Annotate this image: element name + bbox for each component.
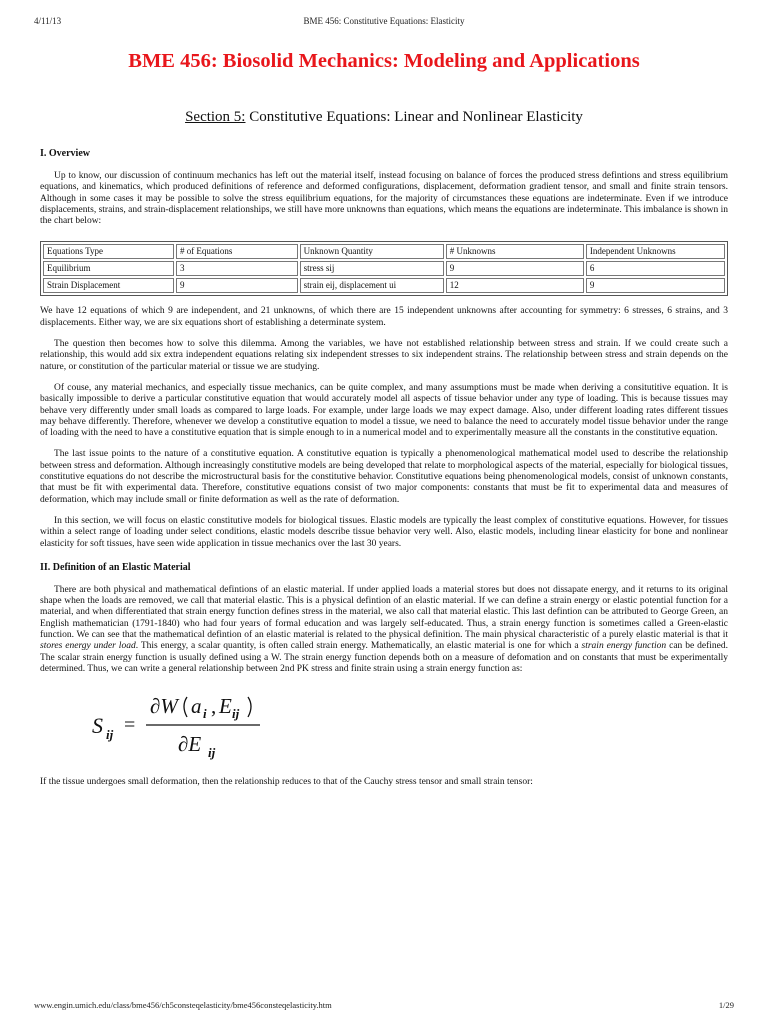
definition-emphasis-1: stores energy under load xyxy=(40,641,136,652)
table-cell: strain eij, displacement ui xyxy=(300,278,444,293)
definition-paragraph-2: If the tissue undergoes small deformation, then the relationship reduces to that of the Cauchy stress tensor and small strain tensor: xyxy=(40,777,533,788)
course-title: BME 456: Biosolid Mechanics: Modeling and Applications xyxy=(128,50,640,72)
definition-text-a: There are both physical and mathematical defintions of an elastic material. If under applied loads a material stores but does not dissapate energy, and it returns to its original shape when the loads are removed, we call that material elastic. This is a physical defintion of an elastic material. If we can define a strain energy or elastic potential function for a material, and when differentiated that strain energy function defines stress in the material, we also call that material elastic. This last defintion can be attributed to George Green, an English mathematician (1791-1840) who had four years of formal education and was largely self-educated. Thus, a strain energy function is sometimes called a Green-elastic function. We can see that the mathematical defintion of an elastic material is related to the physical definition. The main physical characteristic of a purely elastic material is that it xyxy=(40,584,728,641)
strain-energy-formula xyxy=(90,687,728,763)
table-row xyxy=(43,261,725,276)
table-cell: 12 xyxy=(446,278,584,293)
table-header-cell: Unknown Quantity xyxy=(300,244,444,259)
overview-heading: I. Overview xyxy=(40,148,90,159)
overview-paragraph-1: Up to know, our discussion of continuum mechanics has left out the material itself, instead focusing on balance of forces the produced stress defintions and stress equilibrium equations, and kinematics, which produced definitions of reference and deformed configurations, displacement, deformation gradient tensor, and small and finite strain tensors. Although in some cases it may be possible to solve the stress equilibrium equations, for the majority of circumstances these equations are indeterminate. Even if we introduce displacements, strains, and strain-displacement relationships, we still have more unknowns than equations, which means the equations are indeterminate. This imbalance is shown in the chart below: xyxy=(40,171,728,227)
equations-table xyxy=(40,241,728,296)
print-header xyxy=(34,16,734,30)
table-header-cell: # Unknowns xyxy=(446,244,584,259)
table-row xyxy=(43,278,725,293)
section-label: Section 5: xyxy=(185,109,246,125)
table-header-row xyxy=(43,244,725,259)
table-cell: 6 xyxy=(586,261,725,276)
formula-lhs: S xyxy=(92,713,103,739)
definition-heading: II. Definition of an Elastic Material xyxy=(40,561,191,573)
table-cell: 9 xyxy=(446,261,584,276)
formula-lhs-sub: ij xyxy=(106,727,114,743)
table-cell: Strain Displacement xyxy=(43,278,174,293)
page-url: www.engin.umich.edu/class/bme456/ch5consteqelasticity/bme456consteqelasticity.htm xyxy=(34,1000,332,1010)
table-header-cell: Equations Type xyxy=(43,244,174,259)
formula-graphic xyxy=(90,687,330,763)
overview-paragraph-5: The last issue points to the nature of a constitutive equation. A constitutive equation is typically a phenomenological mathematical model used to describe the relationship between stress and deformation. Although increasingly constitutive models are being developed that relate to morphological aspects of the material, especially for biological tissues, constitutive equations do not describe the microstructural basis for the constitutive behavior. Constitutive equations being phenomenological models, consist of unknown constants, that must be fit with experimental data. Therefore, constitutive equations consist of two major components: constants that must be fit to experimental data and measures of deformation, which may include small or finite deformation as well as the rate of deformation. xyxy=(40,449,728,505)
formula-den-sub: ij xyxy=(208,745,216,761)
table-cell: 3 xyxy=(176,261,298,276)
formula-num-e-sub: ij xyxy=(232,706,240,722)
formula-num-a-sub: i xyxy=(203,706,207,722)
section-name: Constitutive Equations: Linear and Nonlinear Elasticity xyxy=(245,109,583,125)
definition-paragraph-1 xyxy=(40,585,728,675)
table-header-cell: Independent Unknowns xyxy=(586,244,725,259)
table-cell: 9 xyxy=(586,278,725,293)
print-date: 4/11/13 xyxy=(34,16,62,26)
table-cell: stress sij xyxy=(300,261,444,276)
formula-paren-right xyxy=(248,697,251,717)
formula-equals: = xyxy=(124,714,136,737)
formula-num-a: a xyxy=(191,694,202,719)
section-title xyxy=(40,109,728,126)
definition-text-b: . This energy, a scalar quantity, is often called strain energy. Mathematically, an elastic material is one for which a xyxy=(135,641,582,652)
formula-num-dw: ∂W xyxy=(150,694,178,719)
table-header-cell: # of Equations xyxy=(176,244,298,259)
overview-paragraph-6: In this section, we will focus on elastic constitutive models for biological tissues. Elastic models are typically the least complex of constitutive equations. However, for tissues within a select range of loading under select conditions, elastic models describe tissue behavior very well. Also, elastic models, including linear elasticity for bone and nonlinear elasticity for soft tissues, have seen wide application in tissue mechanics over the last 30 years. xyxy=(40,515,728,549)
page-number: 1/29 xyxy=(718,1000,734,1010)
definition-emphasis-2: strain energy function xyxy=(581,641,667,652)
formula-den-de: ∂E xyxy=(178,732,202,757)
print-doc-title: BME 456: Constitutive Equations: Elasticity xyxy=(303,16,465,26)
formula-num-comma: , xyxy=(211,694,217,719)
overview-paragraph-2: We have 12 equations of which 9 are independent, and 21 unknowns, of which there are 15 independent unknowns after accounting for symmetry: 6 stresses, 6 strains, and 3 displacements. Either way, we are six equations short of establishing a determinate system. xyxy=(40,306,728,328)
page-content xyxy=(40,44,728,789)
print-footer xyxy=(34,1000,734,1012)
table-cell: 9 xyxy=(176,278,298,293)
definition-text-c: can be defined. The scalar strain energy function is usually defined using a W. The strain energy function depends both on a measure of defomation and on constants that must be experimentally determined. Thus, we can write a general relationship between 2nd PK stress and finite strain using a strain energy function as: xyxy=(40,641,728,674)
formula-paren-left xyxy=(184,697,187,717)
table-cell: Equilibrium xyxy=(43,261,174,276)
overview-paragraph-3: The question then becomes how to solve this dilemma. Among the variables, we have not established relationship between stress and strain. If we could create such a relationship, this would add six extra independent equations relating six independent stresses to six independent strains. The relationship between stress and strain depends on the nature, or constitution of the particular material or tissue we are studying. xyxy=(40,339,728,372)
formula-num-e: E xyxy=(219,694,232,719)
overview-paragraph-4: Of couse, any material mechanics, and especially tissue mechanics, can be quite complex, and many assumptions must be made when deriving a consitutitive equation. It is basically impossible to derive a particular constitutive equation that would accurately model all aspects of tissue behavior under any type of loading. This is because tissues may behave very differently under small loads as compared to large loads. For example, under large loads we may expect damage. Also, under different loading rates different tissues may behave differently. Therefore, whenever we develop a constitutive equation to model a tissue, we need to balance the need to accurately model tissue behavior under the range of loading with the need to have a constitutive equation that is simple enough to in a numerical model and to experimentally measure all the constants in the constitutive equation. xyxy=(40,382,728,439)
